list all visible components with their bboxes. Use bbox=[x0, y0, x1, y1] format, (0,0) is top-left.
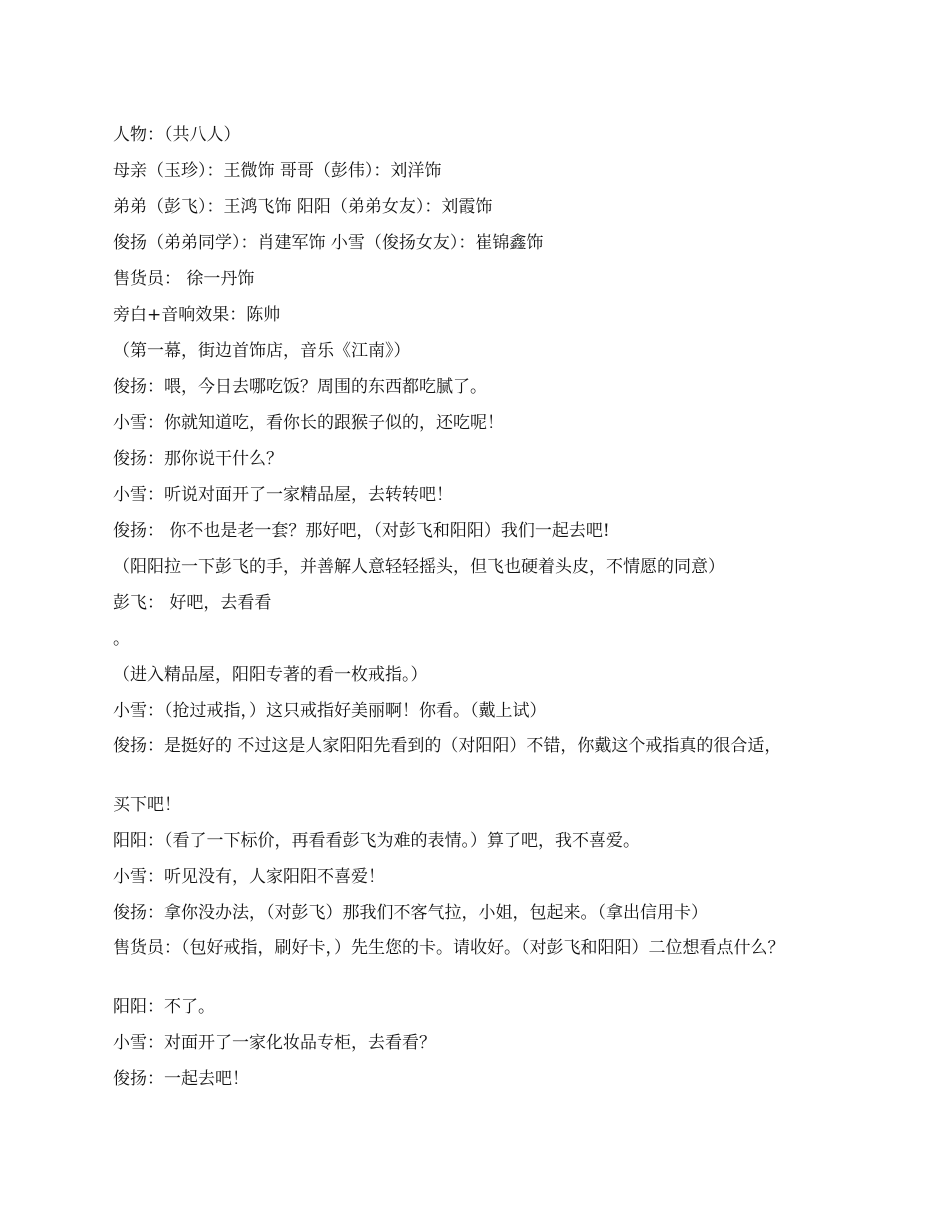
stage-direction: （进入精品屋，阳阳专著的看一枚戒指。） bbox=[113, 665, 428, 685]
dialogue-fragment: 。 bbox=[113, 629, 130, 649]
cast-line: 售货员： 徐一丹饰 bbox=[113, 269, 255, 289]
dialogue-line: 俊扬：喂，今日去哪吃饭？周围的东西都吃腻了。 bbox=[113, 377, 487, 397]
cast-line: 旁白+音响效果：陈帅 bbox=[113, 305, 281, 325]
dialogue-line: 小雪：你就知道吃，看你长的跟猴子似的，还吃呢！ bbox=[113, 413, 504, 433]
stage-direction: （阳阳拉一下彭飞的手，并善解人意轻轻摇头，但飞也硬着头皮，不情愿的同意） bbox=[113, 557, 725, 577]
cast-line: 母亲（玉珍）：王微饰 哥哥（彭伟）：刘洋饰 bbox=[113, 161, 442, 181]
dialogue-line: 俊扬：那你说干什么？ bbox=[113, 449, 283, 469]
dialogue-line: 俊扬：拿你没办法，（对彭飞）那我们不客气拉，小姐，包起来。（拿出信用卡） bbox=[113, 903, 708, 923]
dialogue-line: 买下吧！ bbox=[113, 795, 181, 815]
dialogue-line: 俊扬： 你不也是老一套？那好吧，（对彭飞和阳阳）我们一起去吧! bbox=[113, 521, 610, 541]
dialogue-line: 俊扬：一起去吧！ bbox=[113, 1069, 249, 1089]
dialogue-line: 小雪：对面开了一家化妆品专柜，去看看？ bbox=[113, 1033, 436, 1053]
dialogue-line: 小雪：听见没有，人家阳阳不喜爱！ bbox=[113, 867, 385, 887]
script-body bbox=[113, 124, 838, 1104]
cast-line: 俊扬（弟弟同学）：肖建军饰 小雪（俊扬女友）：崔锦鑫饰 bbox=[113, 233, 544, 253]
dialogue-line: 小雪：（抢过戒指，）这只戒指好美丽啊！你看。（戴上试） bbox=[113, 701, 547, 721]
dialogue-line: 彭飞： 好吧，去看看 bbox=[113, 593, 272, 613]
dialogue-line: 售货员：（包好戒指，刷好卡，）先生您的卡。请收好。（对彭飞和阳阳）二位想看点什么？ bbox=[113, 938, 785, 958]
dialogue-line: 小雪：听说对面开了一家精品屋，去转转吧！ bbox=[113, 485, 453, 505]
dialogue-line: 俊扬：是挺好的 不过这是人家阳阳先看到的（对阳阳）不错，你戴这个戒指真的很合适， bbox=[113, 736, 782, 756]
dialogue-line: 阳阳：（看了一下标价，再看看彭飞为难的表情。）算了吧，我不喜爱。 bbox=[113, 831, 640, 851]
cast-heading: 人物：（共八人） bbox=[113, 125, 241, 145]
cast-line: 弟弟（彭飞）：王鸿飞饰 阳阳（弟弟女友）：刘霞饰 bbox=[113, 197, 493, 217]
stage-direction: （第一幕，街边首饰店，音乐《江南》） bbox=[113, 341, 411, 361]
dialogue-line: 阳阳：不了。 bbox=[113, 997, 215, 1017]
